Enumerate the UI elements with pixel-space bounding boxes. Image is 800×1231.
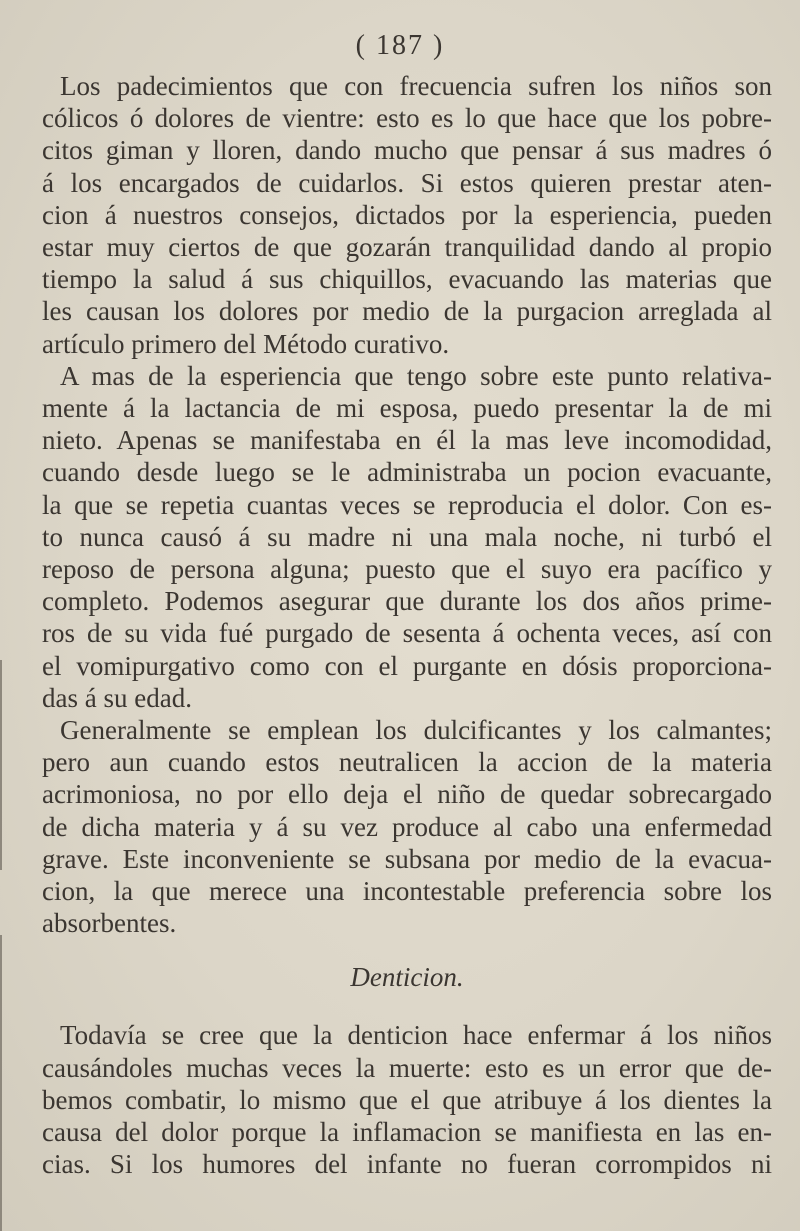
- text-line: reposo de persona alguna; puesto que el suyo era pacífico y: [42, 554, 772, 585]
- text-line: ros de su vida fué purgado de sesenta á ochenta veces, así con: [42, 618, 772, 649]
- text-line: Los padecimientos que con frecuencia sufren los niños son: [60, 71, 772, 101]
- text-line: pero aun cuando estos neutralicen la accion de la materia: [42, 747, 772, 778]
- paragraph-1: [42, 70, 772, 360]
- text-line: Generalmente se emplean los dulcificantes y los calmantes;: [60, 715, 772, 746]
- text-line: acrimoniosa, no por ello deja el niño de quedar sobrecargado: [42, 779, 772, 810]
- page-edge-shadow-lower: [0, 935, 2, 1231]
- paragraph-2: [42, 360, 772, 714]
- text-line: cion á nuestros consejos, dictados por la esperiencia, pueden: [42, 199, 772, 230]
- text-line: bemos combatir, lo mismo que el que atribuye á los dientes la: [42, 1084, 772, 1115]
- text-line: causa del dolor porque la inflamacion se manifiesta en las en-: [42, 1117, 772, 1148]
- text-line: grave. Este inconveniente se subsana por medio de la evacua-: [42, 843, 772, 874]
- text-line: mente á la lactancia de mi esposa, puedo presentar la de mi: [42, 393, 772, 424]
- page-number: ( 187 ): [355, 30, 445, 61]
- text-line: artículo primero del Método curativo.: [42, 328, 450, 359]
- text-line: Todavía se cree que la denticion hace enfermar á los niños: [60, 1020, 772, 1051]
- text-line: das á su edad.: [42, 682, 192, 713]
- text-line: el vomipurgativo como con el purgante en dósis proporciona-: [42, 650, 772, 681]
- text-line: estar muy ciertos de que gozarán tranquilidad dando al propio: [42, 232, 772, 263]
- text-line: de dicha materia y á su vez produce al cabo una enfermedad: [42, 811, 772, 842]
- text-line: cuando desde luego se le administraba un pocion evacuante,: [42, 457, 772, 488]
- page-edge-shadow: [0, 660, 2, 870]
- paragraph-4: [42, 1019, 772, 1180]
- text-line: absorbentes.: [42, 908, 177, 939]
- text-line: causándoles muchas veces la muerte: esto es un error que de-: [42, 1052, 772, 1083]
- text-line: to nunca causó á su madre ni una mala noche, ni turbó el: [42, 521, 772, 552]
- text-line: la que se repetia cuantas veces se reproducia el dolor. Con es-: [42, 489, 772, 520]
- section-heading: Denticion.: [350, 962, 464, 993]
- text-line: cion, la que merece una incontestable preferencia sobre los: [42, 876, 772, 907]
- text-line: cias. Si los humores del infante no fueran corrompidos ni: [42, 1149, 772, 1180]
- body-text: [42, 70, 772, 1181]
- paragraph-3: [42, 714, 772, 939]
- text-line: cólicos ó dolores de vientre: esto es lo que hace que los pobre-: [42, 103, 772, 134]
- text-line: nieto. Apenas se manifestaba en él la mas leve incomodidad,: [42, 425, 772, 456]
- text-line: completo. Podemos asegurar que durante los dos años prime-: [42, 586, 772, 617]
- text-line: A mas de la esperiencia que tengo sobre este punto relativa-: [60, 360, 772, 391]
- text-line: les causan los dolores por medio de la purgacion arreglada al: [42, 296, 772, 327]
- text-line: citos giman y lloren, dando mucho que pensar á sus madres ó: [42, 135, 772, 166]
- text-line: tiempo la salud á sus chiquillos, evacuando las materias que: [42, 264, 772, 295]
- text-line: á los encargados de cuidarlos. Si estos quieren prestar aten-: [42, 167, 772, 198]
